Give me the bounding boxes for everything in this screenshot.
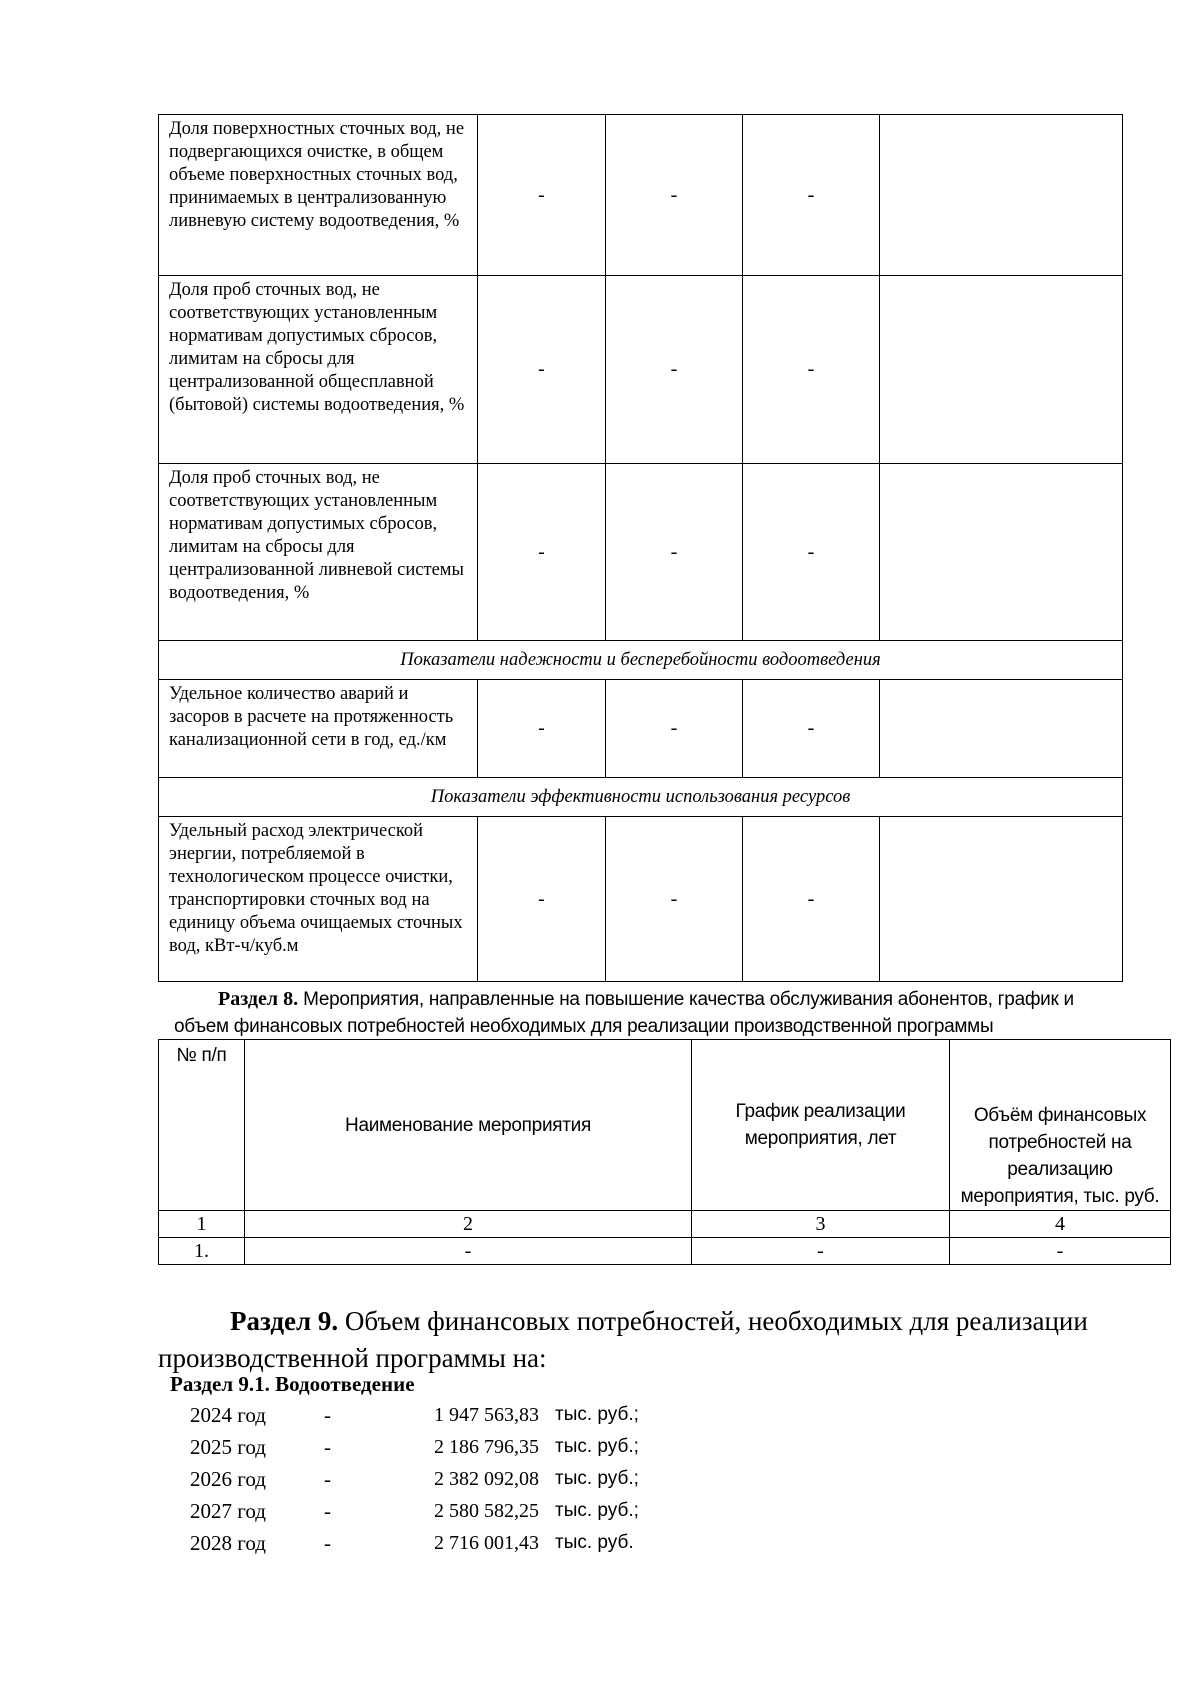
amount: 2 580 582,25	[434, 1500, 539, 1522]
dash: -	[324, 1499, 331, 1523]
table-cell: 1.	[159, 1238, 245, 1265]
amount: 2 186 796,35	[434, 1436, 539, 1458]
unit: тыс. руб.;	[555, 1468, 639, 1489]
dash: -	[324, 1531, 331, 1555]
year: 2026 год	[190, 1467, 266, 1491]
year: 2024 год	[190, 1403, 266, 1427]
table-cell: -	[950, 1238, 1171, 1265]
table-row	[159, 276, 1123, 464]
column-number-row	[159, 1211, 1171, 1238]
indicator-value: -	[606, 680, 743, 778]
unit: тыс. руб.;	[555, 1436, 639, 1457]
dash: -	[324, 1467, 331, 1491]
measures-table	[158, 1039, 1171, 1265]
indicator-value: -	[743, 680, 880, 778]
indicator-name: Удельное количество аварий и засоров в расчете на протяженность канализационной сети в год, ед./км	[159, 680, 478, 778]
indicator-value: -	[606, 464, 743, 641]
unit: тыс. руб.;	[555, 1404, 639, 1425]
group-header-row	[159, 778, 1123, 817]
section-8-label: Раздел 8.	[218, 988, 299, 1010]
header-schedule: График реализации мероприятия, лет	[692, 1040, 950, 1211]
table-row	[159, 680, 1123, 778]
indicator-name: Доля проб сточных вод, не соответствующих установленным нормативам допустимых сбросов, лимитам на сбросы для централизованной общесплавной (бытовой) системы водоотведения, %	[159, 276, 478, 464]
indicator-value: -	[743, 464, 880, 641]
indicator-value: -	[743, 276, 880, 464]
section-9-heading	[158, 1303, 1158, 1377]
indicator-value: -	[606, 115, 743, 276]
indicators-table	[158, 114, 1123, 982]
unit: тыс. руб.;	[555, 1500, 639, 1521]
indicator-value: -	[478, 464, 606, 641]
table-row	[159, 464, 1123, 641]
indicator-value: -	[478, 115, 606, 276]
dash: -	[324, 1403, 331, 1427]
indicator-value: -	[478, 680, 606, 778]
group-heading: Показатели эффективности использования ресурсов	[159, 778, 1123, 817]
indicator-value: -	[606, 817, 743, 982]
header-measure-name: Наименование мероприятия	[245, 1040, 692, 1211]
table-cell: -	[692, 1238, 950, 1265]
section-8-heading	[174, 986, 1166, 1040]
table-header-row	[159, 1040, 1171, 1211]
column-number: 2	[245, 1211, 692, 1238]
indicator-name: Доля проб сточных вод, не соответствующих установленным нормативам допустимых сбросов, лимитам на сбросы для централизованной ливневой системы водоотведения, %	[159, 464, 478, 641]
section-9-text-line2: производственной программы на:	[158, 1343, 547, 1373]
indicator-value	[880, 680, 1123, 778]
unit: тыс. руб.	[555, 1532, 634, 1553]
indicator-value: -	[743, 817, 880, 982]
subsection-9-1-heading: Раздел 9.1. Водоотведение	[170, 1372, 415, 1396]
amount: 2 716 001,43	[434, 1532, 539, 1554]
table-cell: -	[245, 1238, 692, 1265]
header-number: № п/п	[159, 1040, 245, 1211]
dash: -	[324, 1435, 331, 1459]
indicator-name: Удельный расход электрической энергии, потребляемой в технологическом процессе очистки, транспортировки сточных вод на единицу объема очищаемых сточных вод, кВт-ч/куб.м	[159, 817, 478, 982]
table-row	[159, 115, 1123, 276]
section-8-text-line2: объем финансовых потребностей необходимых для реализации производственной программы	[174, 1016, 994, 1037]
indicator-value	[880, 817, 1123, 982]
column-number: 3	[692, 1211, 950, 1238]
indicator-value	[880, 276, 1123, 464]
section-9-text-line1: Объем финансовых потребностей, необходимых для реализации	[344, 1306, 1088, 1336]
indicator-value: -	[743, 115, 880, 276]
table-row	[159, 1238, 1171, 1265]
amount: 2 382 092,08	[434, 1468, 539, 1490]
header-financing: Объём финансовых потребностей на реализацию мероприятия, тыс. руб.	[950, 1040, 1171, 1211]
indicator-value: -	[478, 276, 606, 464]
section-9-label: Раздел 9.	[230, 1306, 339, 1336]
indicator-value: -	[478, 817, 606, 982]
amount: 1 947 563,83	[434, 1404, 539, 1426]
column-number: 1	[159, 1211, 245, 1238]
group-header-row	[159, 641, 1123, 680]
indicator-value	[880, 115, 1123, 276]
year: 2028 год	[190, 1531, 266, 1555]
indicator-value: -	[606, 276, 743, 464]
column-number: 4	[950, 1211, 1171, 1238]
indicator-value	[880, 464, 1123, 641]
year: 2027 год	[190, 1499, 266, 1523]
table-row	[159, 817, 1123, 982]
indicator-name: Доля поверхностных сточных вод, не подвергающихся очистке, в общем объеме поверхностных сточных вод, принимаемых в централизованную ливневую систему водоотведения, %	[159, 115, 478, 276]
section-8-text-line1: Мероприятия, направленные на повышение качества обслуживания абонентов, график и	[303, 989, 1074, 1010]
group-heading: Показатели надежности и бесперебойности водоотведения	[159, 641, 1123, 680]
year: 2025 год	[190, 1435, 266, 1459]
